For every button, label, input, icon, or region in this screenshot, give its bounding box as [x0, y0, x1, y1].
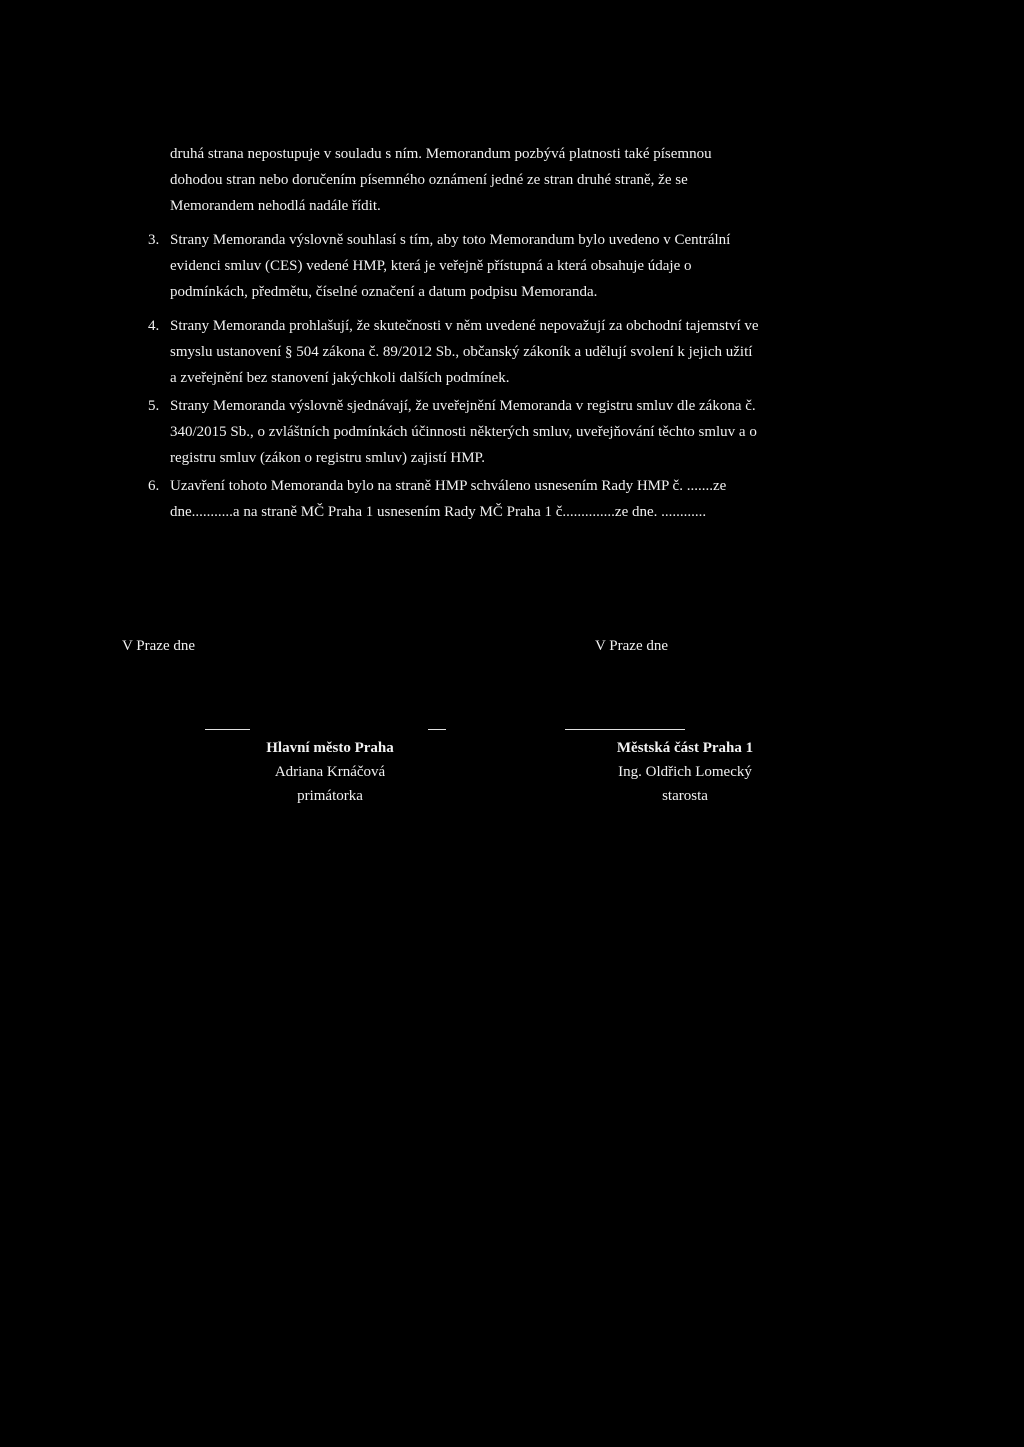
text-line: Memorandem nehodlá nadále řídit.: [170, 198, 381, 214]
signatory-role: primátorka: [297, 788, 363, 804]
text-line: evidenci smluv (CES) vedené HMP, která je veřejně přístupná a která obsahuje údaje o: [170, 258, 692, 274]
text-line: 340/2015 Sb., o zvláštních podmínkách účinnosti některých smluv, uveřejňování těchto smluv a o: [170, 424, 757, 440]
signatory-name: Ing. Oldřich Lomecký: [618, 764, 752, 780]
signatory-organization: Hlavní město Praha: [266, 740, 394, 756]
paragraph-number: 3.: [148, 232, 160, 248]
signature-block-left: [205, 736, 455, 808]
text-line: Uzavření tohoto Memoranda bylo na straně HMP schváleno usnesením Rady HMP č. .......ze: [170, 478, 727, 494]
text-line: Strany Memoranda prohlašují, že skutečnosti v něm uvedené nepovažují za obchodní tajemství ve: [170, 318, 759, 334]
signature-block-right: [570, 736, 800, 808]
signatory-name: Adriana Krnáčová: [274, 764, 386, 780]
text-line: registru smluv (zákon o registru smluv) zajistí HMP.: [170, 450, 485, 466]
paragraph-5: [170, 393, 876, 471]
place-date-right: V Praze dne: [595, 638, 669, 654]
paragraph-continuation: [170, 141, 876, 219]
text-line: a zveřejnění bez stanovení jakýchkoli dalších podmínek.: [170, 370, 510, 386]
paragraph-4: [170, 313, 876, 391]
text-line: smyslu ustanovení § 504 zákona č. 89/2012 Sb., občanský zákoník a udělují svolení k jejich užití: [170, 344, 753, 360]
text-line: dne...........a na straně MČ Praha 1 usnesením Rady MČ Praha 1 č..............ze dne. ............: [170, 504, 707, 520]
signatory-role: starosta: [662, 788, 708, 804]
signature-line-left: [205, 729, 250, 730]
paragraph-3: [170, 227, 876, 305]
paragraph-number: 5.: [148, 398, 160, 414]
text-line: podmínkách, předmětu, číselné označení a datum podpisu Memoranda.: [170, 284, 598, 300]
text-line: Strany Memoranda výslovně souhlasí s tím, aby toto Memorandum bylo uvedeno v Centrální: [170, 232, 731, 248]
signature-line-left-extension: [428, 729, 446, 730]
signature-line-right: [565, 729, 685, 730]
text-line: dohodou stran nebo doručením písemného oznámení jedné ze stran druhé straně, že se: [170, 172, 688, 188]
text-line: Strany Memoranda výslovně sjednávají, že uveřejnění Memoranda v registru smluv dle zákona č.: [170, 398, 756, 414]
paragraph-6: [170, 473, 876, 525]
paragraph-number: 4.: [148, 318, 160, 334]
paragraph-number: 6.: [148, 478, 160, 494]
text-line: druhá strana nepostupuje v souladu s ním. Memorandum pozbývá platnosti také písemnou: [170, 146, 712, 162]
place-date-left: V Praze dne: [122, 638, 196, 654]
signatory-organization: Městská část Praha 1: [616, 740, 754, 756]
